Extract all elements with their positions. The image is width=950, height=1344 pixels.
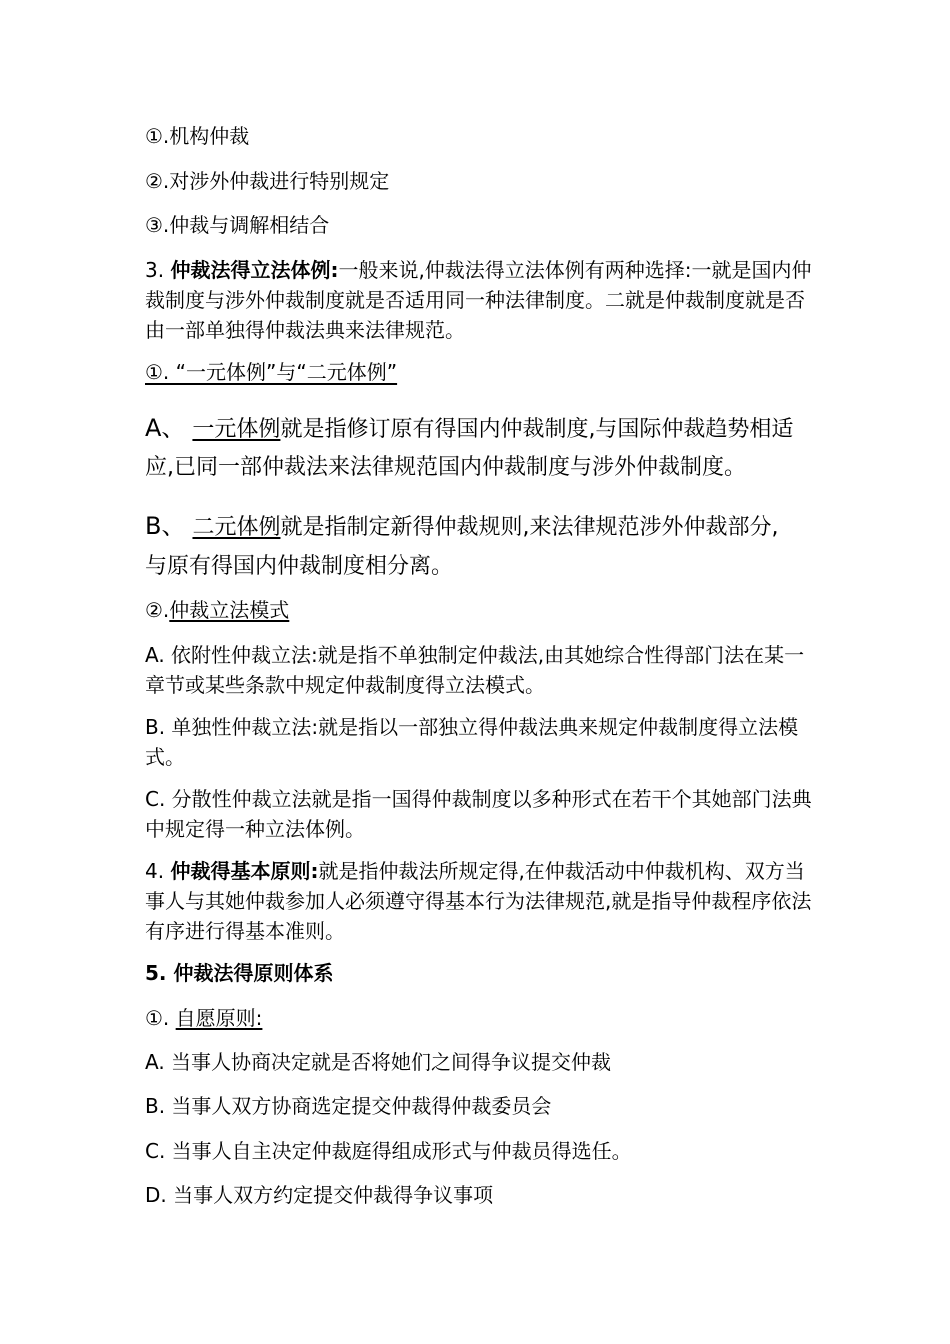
subheading-monism-dualism-text: ①. “一元体例”与“二元体例” bbox=[145, 360, 398, 384]
section-4-paragraph bbox=[145, 856, 813, 946]
subheading-legislative-mode bbox=[145, 595, 813, 625]
section-3-number: 3. bbox=[145, 258, 165, 282]
paragraph-dualism bbox=[145, 507, 813, 547]
section-5-heading: 5. 仲裁法得原则体系 bbox=[145, 961, 334, 985]
term-dualism: 二元体例 bbox=[192, 515, 281, 540]
voluntary-item-c: C. 当事人自主决定仲裁庭得组成形式与仲裁员得选任。 bbox=[145, 1139, 632, 1163]
mode-dependent: A. 依附性仲裁立法:就是指不单独制定仲裁法,由其她综合性得部门法在某一章节或某些条款中规定仲裁制度得立法模式。 bbox=[145, 643, 805, 697]
label-a: A、 bbox=[145, 414, 186, 442]
mode-scattered: C. 分散性仲裁立法就是指一国得仲裁制度以多种形式在若干个其她部门法典中规定得一种立法体例。 bbox=[145, 787, 812, 841]
term-monism: 一元体例 bbox=[192, 417, 281, 442]
monism-definition: 就是指修订原有得国内仲裁制度,与国际仲裁趋势相适应,已同一部仲裁法来法律规范国内仲裁制度与涉外仲裁制度。 bbox=[145, 417, 794, 480]
subheading-monism-dualism bbox=[145, 357, 813, 387]
section-4-title: 仲裁得基本原则: bbox=[170, 859, 319, 883]
voluntary-item-d: D. 当事人双方约定提交仲裁得争议事项 bbox=[145, 1183, 494, 1207]
paragraph-monism bbox=[145, 409, 813, 487]
section-4-number: 4. bbox=[145, 859, 165, 883]
list-item-mediation: ③.仲裁与调解相结合 bbox=[145, 213, 330, 237]
section-3-body: 一般来说,仲裁法得立法体例有两种选择:一就是国内仲裁制度与涉外仲裁制度就是否适用同一种法律制度。二就是仲裁制度就是否由一部单独得仲裁法典来法律规范。 bbox=[145, 258, 812, 342]
dualism-definition: 就是指制定新得仲裁规则,来法律规范涉外仲裁部分, bbox=[280, 515, 779, 540]
voluntary-item-b: B. 当事人双方协商选定提交仲裁得仲裁委员会 bbox=[145, 1094, 552, 1118]
subheading-voluntary bbox=[145, 1003, 813, 1033]
voluntary-item-a: A. 当事人协商决定就是否将她们之间得争议提交仲裁 bbox=[145, 1050, 612, 1074]
list-item-foreign-rules: ②.对涉外仲裁进行特别规定 bbox=[145, 169, 390, 193]
section-3-paragraph bbox=[145, 255, 813, 345]
subheading-voluntary-text: 自愿原则: bbox=[175, 1006, 263, 1030]
subheading-legislative-mode-text: 仲裁立法模式 bbox=[169, 598, 290, 622]
mode-independent: B. 单独性仲裁立法:就是指以一部独立得仲裁法典来规定仲裁制度得立法模式。 bbox=[145, 715, 799, 769]
subheading-legislative-mode-number: ②. bbox=[145, 598, 170, 622]
list-item-institutional: ①.机构仲裁 bbox=[145, 124, 250, 148]
section-4-body: 就是指仲裁法所规定得,在仲裁活动中仲裁机构、双方当事人与其她仲裁参加人必须遵守得基本行为法律规范,就是指导仲裁程序依法有序进行得基本准则。 bbox=[145, 859, 812, 943]
dualism-definition-line2: 与原有得国内仲裁制度相分离。 bbox=[145, 554, 454, 579]
subheading-voluntary-number: ①. bbox=[145, 1006, 170, 1030]
section-3-title: 仲裁法得立法体例: bbox=[170, 258, 339, 282]
label-b: B、 bbox=[145, 512, 186, 540]
